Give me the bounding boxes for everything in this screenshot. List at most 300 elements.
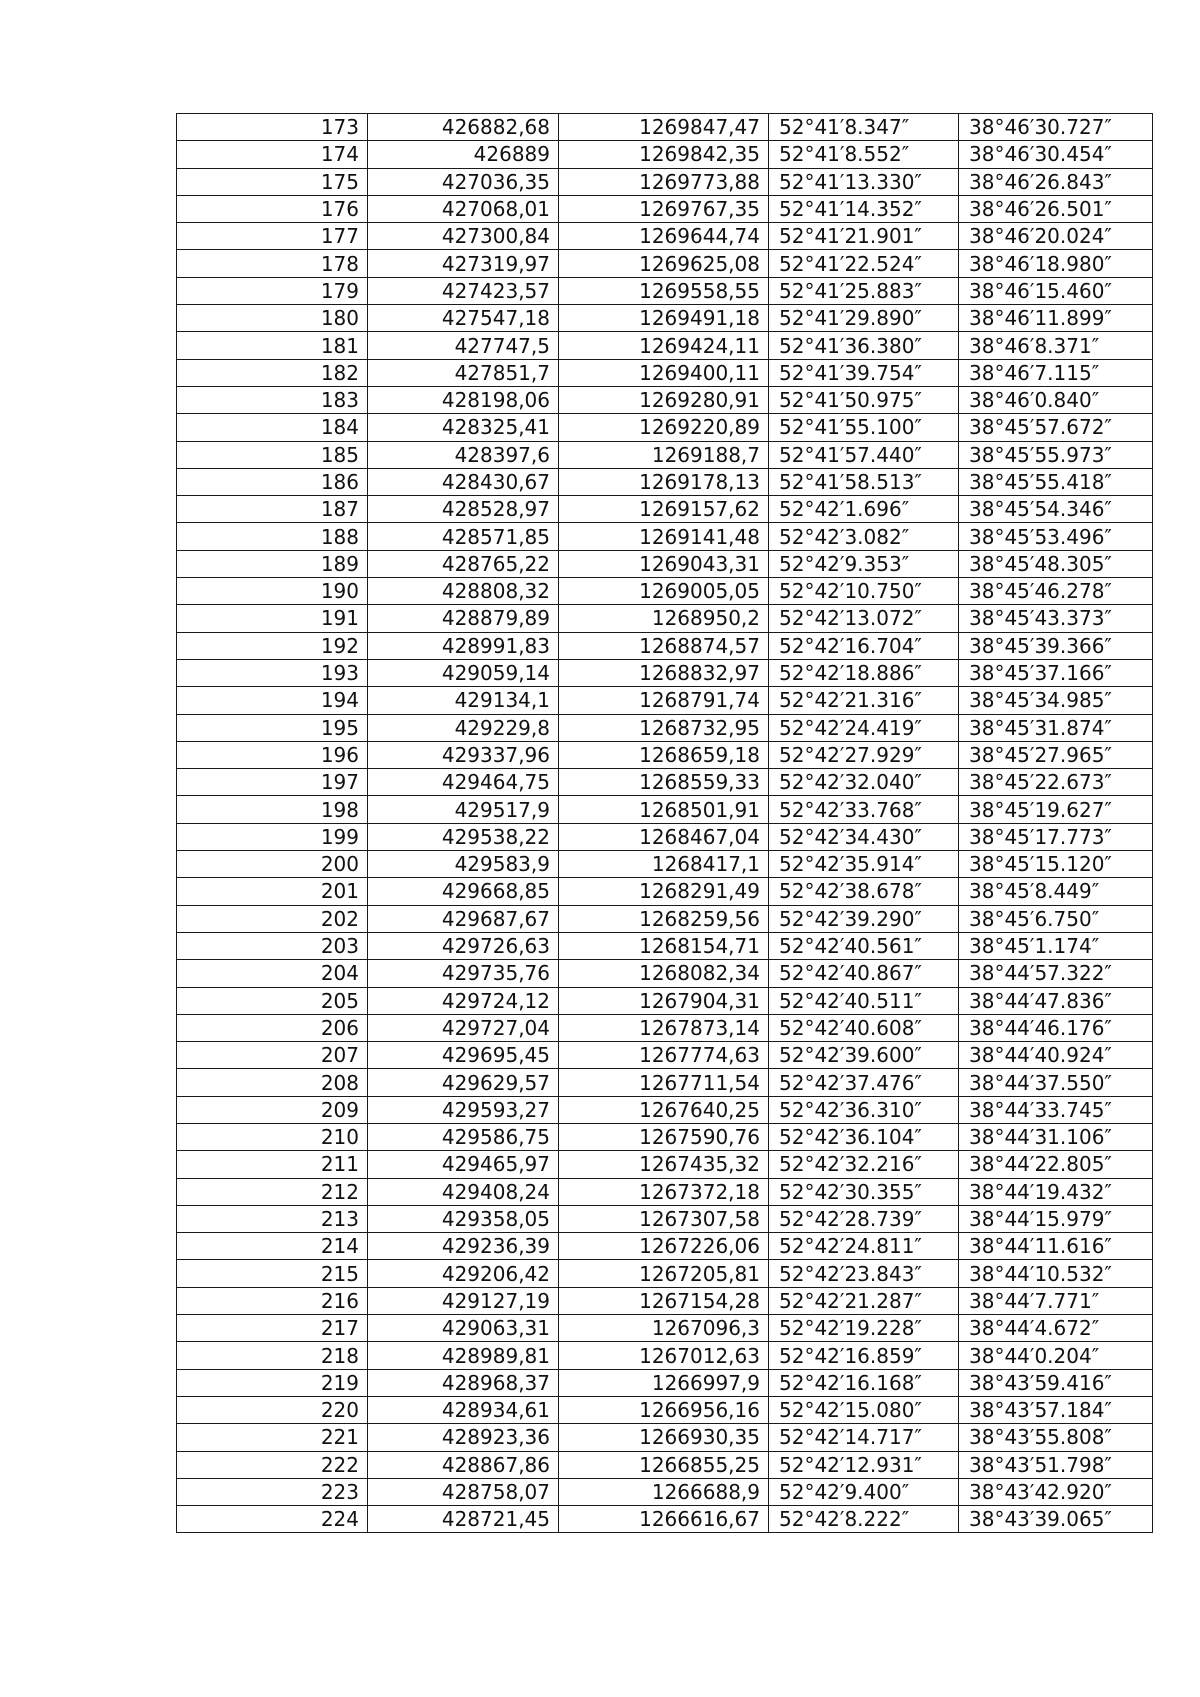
- y-coordinate-cell: 1267096,3: [559, 1315, 769, 1342]
- longitude-cell: 38°43′42.920″: [959, 1478, 1153, 1505]
- longitude-cell: 38°45′34.985″: [959, 687, 1153, 714]
- point-number-cell: 182: [177, 359, 368, 386]
- table-row: [177, 414, 1153, 441]
- latitude-cell: 52°42′16.168″: [769, 1369, 959, 1396]
- x-coordinate-cell: 428430,67: [368, 468, 559, 495]
- latitude-cell: 52°41′39.754″: [769, 359, 959, 386]
- x-coordinate-cell: 428808,32: [368, 578, 559, 605]
- latitude-cell: 52°42′33.768″: [769, 796, 959, 823]
- x-coordinate-cell: 428867,86: [368, 1451, 559, 1478]
- x-coordinate-cell: 428325,41: [368, 414, 559, 441]
- latitude-cell: 52°41′25.883″: [769, 277, 959, 304]
- latitude-cell: 52°42′30.355″: [769, 1178, 959, 1205]
- latitude-cell: 52°42′32.216″: [769, 1151, 959, 1178]
- table-row: [177, 386, 1153, 413]
- y-coordinate-cell: 1268559,33: [559, 769, 769, 796]
- point-number-cell: 184: [177, 414, 368, 441]
- table-row: [177, 1369, 1153, 1396]
- point-number-cell: 183: [177, 386, 368, 413]
- point-number-cell: 206: [177, 1014, 368, 1041]
- point-number-cell: 185: [177, 441, 368, 468]
- x-coordinate-cell: 426889: [368, 141, 559, 168]
- latitude-cell: 52°41′29.890″: [769, 305, 959, 332]
- y-coordinate-cell: 1267372,18: [559, 1178, 769, 1205]
- longitude-cell: 38°46′8.371″: [959, 332, 1153, 359]
- latitude-cell: 52°42′40.608″: [769, 1014, 959, 1041]
- y-coordinate-cell: 1268832,97: [559, 659, 769, 686]
- point-number-cell: 176: [177, 195, 368, 222]
- x-coordinate-cell: 429517,9: [368, 796, 559, 823]
- table-row: [177, 1478, 1153, 1505]
- y-coordinate-cell: 1268950,2: [559, 605, 769, 632]
- y-coordinate-cell: 1269188,7: [559, 441, 769, 468]
- y-coordinate-cell: 1267640,25: [559, 1096, 769, 1123]
- y-coordinate-cell: 1266688,9: [559, 1478, 769, 1505]
- latitude-cell: 52°42′40.867″: [769, 960, 959, 987]
- latitude-cell: 52°42′39.600″: [769, 1042, 959, 1069]
- point-number-cell: 179: [177, 277, 368, 304]
- latitude-cell: 52°42′36.104″: [769, 1123, 959, 1150]
- point-number-cell: 189: [177, 550, 368, 577]
- latitude-cell: 52°42′21.316″: [769, 687, 959, 714]
- table-row: [177, 359, 1153, 386]
- table-row: [177, 1424, 1153, 1451]
- point-number-cell: 194: [177, 687, 368, 714]
- y-coordinate-cell: 1269178,13: [559, 468, 769, 495]
- longitude-cell: 38°44′4.672″: [959, 1315, 1153, 1342]
- x-coordinate-cell: 429726,63: [368, 932, 559, 959]
- point-number-cell: 180: [177, 305, 368, 332]
- x-coordinate-cell: 429464,75: [368, 769, 559, 796]
- point-number-cell: 188: [177, 523, 368, 550]
- x-coordinate-cell: 429727,04: [368, 1014, 559, 1041]
- y-coordinate-cell: 1269767,35: [559, 195, 769, 222]
- x-coordinate-cell: 428765,22: [368, 550, 559, 577]
- point-number-cell: 209: [177, 1096, 368, 1123]
- table-row: [177, 687, 1153, 714]
- latitude-cell: 52°42′40.511″: [769, 987, 959, 1014]
- table-row: [177, 1287, 1153, 1314]
- table-row: [177, 905, 1153, 932]
- point-number-cell: 212: [177, 1178, 368, 1205]
- point-number-cell: 224: [177, 1506, 368, 1533]
- longitude-cell: 38°44′22.805″: [959, 1151, 1153, 1178]
- latitude-cell: 52°42′24.811″: [769, 1233, 959, 1260]
- point-number-cell: 202: [177, 905, 368, 932]
- y-coordinate-cell: 1267307,58: [559, 1205, 769, 1232]
- longitude-cell: 38°43′55.808″: [959, 1424, 1153, 1451]
- y-coordinate-cell: 1268659,18: [559, 741, 769, 768]
- x-coordinate-cell: 428968,37: [368, 1369, 559, 1396]
- x-coordinate-cell: 427300,84: [368, 223, 559, 250]
- y-coordinate-cell: 1269400,11: [559, 359, 769, 386]
- y-coordinate-cell: 1269157,62: [559, 496, 769, 523]
- table-row: [177, 1396, 1153, 1423]
- longitude-cell: 38°44′57.322″: [959, 960, 1153, 987]
- y-coordinate-cell: 1269424,11: [559, 332, 769, 359]
- longitude-cell: 38°46′26.843″: [959, 168, 1153, 195]
- latitude-cell: 52°42′8.222″: [769, 1506, 959, 1533]
- longitude-cell: 38°44′31.106″: [959, 1123, 1153, 1150]
- longitude-cell: 38°46′0.840″: [959, 386, 1153, 413]
- x-coordinate-cell: 427423,57: [368, 277, 559, 304]
- x-coordinate-cell: 428923,36: [368, 1424, 559, 1451]
- y-coordinate-cell: 1269625,08: [559, 250, 769, 277]
- table-row: [177, 332, 1153, 359]
- x-coordinate-cell: 429593,27: [368, 1096, 559, 1123]
- point-number-cell: 186: [177, 468, 368, 495]
- latitude-cell: 52°42′40.561″: [769, 932, 959, 959]
- point-number-cell: 220: [177, 1396, 368, 1423]
- y-coordinate-cell: 1268501,91: [559, 796, 769, 823]
- x-coordinate-cell: 427851,7: [368, 359, 559, 386]
- table-row: [177, 796, 1153, 823]
- point-number-cell: 195: [177, 714, 368, 741]
- point-number-cell: 191: [177, 605, 368, 632]
- table-row: [177, 578, 1153, 605]
- y-coordinate-cell: 1266956,16: [559, 1396, 769, 1423]
- longitude-cell: 38°45′8.449″: [959, 878, 1153, 905]
- x-coordinate-cell: 428879,89: [368, 605, 559, 632]
- point-number-cell: 221: [177, 1424, 368, 1451]
- longitude-cell: 38°46′30.454″: [959, 141, 1153, 168]
- longitude-cell: 38°45′48.305″: [959, 550, 1153, 577]
- longitude-cell: 38°45′53.496″: [959, 523, 1153, 550]
- table-row: [177, 823, 1153, 850]
- x-coordinate-cell: 427747,5: [368, 332, 559, 359]
- y-coordinate-cell: 1268259,56: [559, 905, 769, 932]
- x-coordinate-cell: 428571,85: [368, 523, 559, 550]
- x-coordinate-cell: 428721,45: [368, 1506, 559, 1533]
- latitude-cell: 52°42′13.072″: [769, 605, 959, 632]
- point-number-cell: 192: [177, 632, 368, 659]
- longitude-cell: 38°45′22.673″: [959, 769, 1153, 796]
- point-number-cell: 213: [177, 1205, 368, 1232]
- longitude-cell: 38°45′43.373″: [959, 605, 1153, 632]
- y-coordinate-cell: 1267435,32: [559, 1151, 769, 1178]
- latitude-cell: 52°41′36.380″: [769, 332, 959, 359]
- longitude-cell: 38°45′6.750″: [959, 905, 1153, 932]
- latitude-cell: 52°42′37.476″: [769, 1069, 959, 1096]
- longitude-cell: 38°44′11.616″: [959, 1233, 1153, 1260]
- point-number-cell: 207: [177, 1042, 368, 1069]
- y-coordinate-cell: 1269644,74: [559, 223, 769, 250]
- table-row: [177, 769, 1153, 796]
- point-number-cell: 223: [177, 1478, 368, 1505]
- latitude-cell: 52°41′8.552″: [769, 141, 959, 168]
- latitude-cell: 52°41′22.524″: [769, 250, 959, 277]
- table-row: [177, 468, 1153, 495]
- latitude-cell: 52°42′16.704″: [769, 632, 959, 659]
- x-coordinate-cell: 428758,07: [368, 1478, 559, 1505]
- y-coordinate-cell: 1269842,35: [559, 141, 769, 168]
- point-number-cell: 219: [177, 1369, 368, 1396]
- latitude-cell: 52°42′39.290″: [769, 905, 959, 932]
- longitude-cell: 38°45′55.973″: [959, 441, 1153, 468]
- y-coordinate-cell: 1268791,74: [559, 687, 769, 714]
- x-coordinate-cell: 429583,9: [368, 851, 559, 878]
- point-number-cell: 222: [177, 1451, 368, 1478]
- point-number-cell: 190: [177, 578, 368, 605]
- longitude-cell: 38°46′18.980″: [959, 250, 1153, 277]
- latitude-cell: 52°41′50.975″: [769, 386, 959, 413]
- longitude-cell: 38°46′11.899″: [959, 305, 1153, 332]
- latitude-cell: 52°42′14.717″: [769, 1424, 959, 1451]
- latitude-cell: 52°42′15.080″: [769, 1396, 959, 1423]
- longitude-cell: 38°46′30.727″: [959, 114, 1153, 141]
- x-coordinate-cell: 429059,14: [368, 659, 559, 686]
- point-number-cell: 181: [177, 332, 368, 359]
- point-number-cell: 187: [177, 496, 368, 523]
- point-number-cell: 214: [177, 1233, 368, 1260]
- table-row: [177, 305, 1153, 332]
- table-row: [177, 878, 1153, 905]
- x-coordinate-cell: 428528,97: [368, 496, 559, 523]
- x-coordinate-cell: 429206,42: [368, 1260, 559, 1287]
- longitude-cell: 38°45′39.366″: [959, 632, 1153, 659]
- point-number-cell: 173: [177, 114, 368, 141]
- table-row: [177, 1151, 1153, 1178]
- y-coordinate-cell: 1268082,34: [559, 960, 769, 987]
- longitude-cell: 38°43′39.065″: [959, 1506, 1153, 1533]
- table-row: [177, 168, 1153, 195]
- latitude-cell: 52°42′24.419″: [769, 714, 959, 741]
- table-row: [177, 1315, 1153, 1342]
- table-row: [177, 1042, 1153, 1069]
- x-coordinate-cell: 429586,75: [368, 1123, 559, 1150]
- y-coordinate-cell: 1266997,9: [559, 1369, 769, 1396]
- table-row: [177, 223, 1153, 250]
- y-coordinate-cell: 1268154,71: [559, 932, 769, 959]
- y-coordinate-cell: 1269558,55: [559, 277, 769, 304]
- y-coordinate-cell: 1267012,63: [559, 1342, 769, 1369]
- point-number-cell: 175: [177, 168, 368, 195]
- latitude-cell: 52°42′35.914″: [769, 851, 959, 878]
- table-row: [177, 632, 1153, 659]
- x-coordinate-cell: 426882,68: [368, 114, 559, 141]
- longitude-cell: 38°46′15.460″: [959, 277, 1153, 304]
- table-row: [177, 1506, 1153, 1533]
- x-coordinate-cell: 427547,18: [368, 305, 559, 332]
- x-coordinate-cell: 429687,67: [368, 905, 559, 932]
- x-coordinate-cell: 428991,83: [368, 632, 559, 659]
- table-row: [177, 932, 1153, 959]
- x-coordinate-cell: 429063,31: [368, 1315, 559, 1342]
- point-number-cell: 216: [177, 1287, 368, 1314]
- table-row: [177, 851, 1153, 878]
- latitude-cell: 52°42′23.843″: [769, 1260, 959, 1287]
- point-number-cell: 198: [177, 796, 368, 823]
- longitude-cell: 38°45′37.166″: [959, 659, 1153, 686]
- x-coordinate-cell: 429337,96: [368, 741, 559, 768]
- longitude-cell: 38°45′55.418″: [959, 468, 1153, 495]
- latitude-cell: 52°42′38.678″: [769, 878, 959, 905]
- longitude-cell: 38°45′1.174″: [959, 932, 1153, 959]
- longitude-cell: 38°44′33.745″: [959, 1096, 1153, 1123]
- x-coordinate-cell: 427068,01: [368, 195, 559, 222]
- point-number-cell: 178: [177, 250, 368, 277]
- y-coordinate-cell: 1269491,18: [559, 305, 769, 332]
- x-coordinate-cell: 429695,45: [368, 1042, 559, 1069]
- point-number-cell: 210: [177, 1123, 368, 1150]
- x-coordinate-cell: 429134,1: [368, 687, 559, 714]
- latitude-cell: 52°42′16.859″: [769, 1342, 959, 1369]
- latitude-cell: 52°42′34.430″: [769, 823, 959, 850]
- latitude-cell: 52°42′27.929″: [769, 741, 959, 768]
- x-coordinate-cell: 429408,24: [368, 1178, 559, 1205]
- y-coordinate-cell: 1267590,76: [559, 1123, 769, 1150]
- latitude-cell: 52°41′14.352″: [769, 195, 959, 222]
- y-coordinate-cell: 1268732,95: [559, 714, 769, 741]
- point-number-cell: 208: [177, 1069, 368, 1096]
- longitude-cell: 38°45′46.278″: [959, 578, 1153, 605]
- table-row: [177, 550, 1153, 577]
- x-coordinate-cell: 429724,12: [368, 987, 559, 1014]
- x-coordinate-cell: 429465,97: [368, 1151, 559, 1178]
- longitude-cell: 38°44′7.771″: [959, 1287, 1153, 1314]
- table-row: [177, 195, 1153, 222]
- x-coordinate-cell: 428934,61: [368, 1396, 559, 1423]
- x-coordinate-cell: 429735,76: [368, 960, 559, 987]
- y-coordinate-cell: 1269005,05: [559, 578, 769, 605]
- latitude-cell: 52°42′19.228″: [769, 1315, 959, 1342]
- longitude-cell: 38°45′15.120″: [959, 851, 1153, 878]
- coordinates-table-body: [177, 114, 1153, 1533]
- y-coordinate-cell: 1267226,06: [559, 1233, 769, 1260]
- longitude-cell: 38°43′59.416″: [959, 1369, 1153, 1396]
- table-row: [177, 1069, 1153, 1096]
- latitude-cell: 52°42′9.400″: [769, 1478, 959, 1505]
- x-coordinate-cell: 428397,6: [368, 441, 559, 468]
- point-number-cell: 211: [177, 1151, 368, 1178]
- table-row: [177, 114, 1153, 141]
- point-number-cell: 215: [177, 1260, 368, 1287]
- table-row: [177, 141, 1153, 168]
- table-row: [177, 1233, 1153, 1260]
- table-row: [177, 1096, 1153, 1123]
- table-row: [177, 1123, 1153, 1150]
- y-coordinate-cell: 1269280,91: [559, 386, 769, 413]
- point-number-cell: 197: [177, 769, 368, 796]
- y-coordinate-cell: 1268874,57: [559, 632, 769, 659]
- table-row: [177, 496, 1153, 523]
- table-row: [177, 1342, 1153, 1369]
- latitude-cell: 52°41′57.440″: [769, 441, 959, 468]
- table-row: [177, 441, 1153, 468]
- point-number-cell: 174: [177, 141, 368, 168]
- latitude-cell: 52°42′1.696″: [769, 496, 959, 523]
- longitude-cell: 38°44′15.979″: [959, 1205, 1153, 1232]
- longitude-cell: 38°44′40.924″: [959, 1042, 1153, 1069]
- x-coordinate-cell: 429358,05: [368, 1205, 559, 1232]
- table-row: [177, 1178, 1153, 1205]
- y-coordinate-cell: 1269847,47: [559, 114, 769, 141]
- y-coordinate-cell: 1267904,31: [559, 987, 769, 1014]
- longitude-cell: 38°46′26.501″: [959, 195, 1153, 222]
- longitude-cell: 38°43′51.798″: [959, 1451, 1153, 1478]
- latitude-cell: 52°41′55.100″: [769, 414, 959, 441]
- longitude-cell: 38°44′0.204″: [959, 1342, 1153, 1369]
- longitude-cell: 38°46′20.024″: [959, 223, 1153, 250]
- longitude-cell: 38°45′57.672″: [959, 414, 1153, 441]
- table-row: [177, 250, 1153, 277]
- latitude-cell: 52°42′21.287″: [769, 1287, 959, 1314]
- point-number-cell: 204: [177, 960, 368, 987]
- table-row: [177, 1260, 1153, 1287]
- point-number-cell: 199: [177, 823, 368, 850]
- x-coordinate-cell: 428989,81: [368, 1342, 559, 1369]
- table-row: [177, 659, 1153, 686]
- x-coordinate-cell: 429668,85: [368, 878, 559, 905]
- x-coordinate-cell: 429236,39: [368, 1233, 559, 1260]
- y-coordinate-cell: 1267873,14: [559, 1014, 769, 1041]
- point-number-cell: 217: [177, 1315, 368, 1342]
- latitude-cell: 52°42′3.082″: [769, 523, 959, 550]
- x-coordinate-cell: 427036,35: [368, 168, 559, 195]
- longitude-cell: 38°44′19.432″: [959, 1178, 1153, 1205]
- latitude-cell: 52°41′8.347″: [769, 114, 959, 141]
- point-number-cell: 205: [177, 987, 368, 1014]
- latitude-cell: 52°42′28.739″: [769, 1205, 959, 1232]
- point-number-cell: 196: [177, 741, 368, 768]
- longitude-cell: 38°44′37.550″: [959, 1069, 1153, 1096]
- longitude-cell: 38°46′7.115″: [959, 359, 1153, 386]
- table-row: [177, 1014, 1153, 1041]
- y-coordinate-cell: 1268467,04: [559, 823, 769, 850]
- longitude-cell: 38°45′27.965″: [959, 741, 1153, 768]
- y-coordinate-cell: 1269220,89: [559, 414, 769, 441]
- y-coordinate-cell: 1267711,54: [559, 1069, 769, 1096]
- latitude-cell: 52°42′12.931″: [769, 1451, 959, 1478]
- point-number-cell: 177: [177, 223, 368, 250]
- y-coordinate-cell: 1267774,63: [559, 1042, 769, 1069]
- point-number-cell: 218: [177, 1342, 368, 1369]
- table-row: [177, 741, 1153, 768]
- table-row: [177, 960, 1153, 987]
- x-coordinate-cell: 429229,8: [368, 714, 559, 741]
- x-coordinate-cell: 429629,57: [368, 1069, 559, 1096]
- longitude-cell: 38°45′54.346″: [959, 496, 1153, 523]
- y-coordinate-cell: 1268291,49: [559, 878, 769, 905]
- y-coordinate-cell: 1266616,67: [559, 1506, 769, 1533]
- longitude-cell: 38°44′10.532″: [959, 1260, 1153, 1287]
- point-number-cell: 203: [177, 932, 368, 959]
- y-coordinate-cell: 1267205,81: [559, 1260, 769, 1287]
- longitude-cell: 38°45′31.874″: [959, 714, 1153, 741]
- table-row: [177, 714, 1153, 741]
- y-coordinate-cell: 1267154,28: [559, 1287, 769, 1314]
- longitude-cell: 38°44′46.176″: [959, 1014, 1153, 1041]
- longitude-cell: 38°45′19.627″: [959, 796, 1153, 823]
- point-number-cell: 200: [177, 851, 368, 878]
- x-coordinate-cell: 429127,19: [368, 1287, 559, 1314]
- table-row: [177, 523, 1153, 550]
- x-coordinate-cell: 427319,97: [368, 250, 559, 277]
- longitude-cell: 38°44′47.836″: [959, 987, 1153, 1014]
- x-coordinate-cell: 428198,06: [368, 386, 559, 413]
- latitude-cell: 52°41′21.901″: [769, 223, 959, 250]
- y-coordinate-cell: 1269141,48: [559, 523, 769, 550]
- table-row: [177, 1451, 1153, 1478]
- table-row: [177, 605, 1153, 632]
- table-row: [177, 277, 1153, 304]
- y-coordinate-cell: 1269773,88: [559, 168, 769, 195]
- latitude-cell: 52°42′32.040″: [769, 769, 959, 796]
- longitude-cell: 38°43′57.184″: [959, 1396, 1153, 1423]
- longitude-cell: 38°45′17.773″: [959, 823, 1153, 850]
- point-number-cell: 193: [177, 659, 368, 686]
- y-coordinate-cell: 1269043,31: [559, 550, 769, 577]
